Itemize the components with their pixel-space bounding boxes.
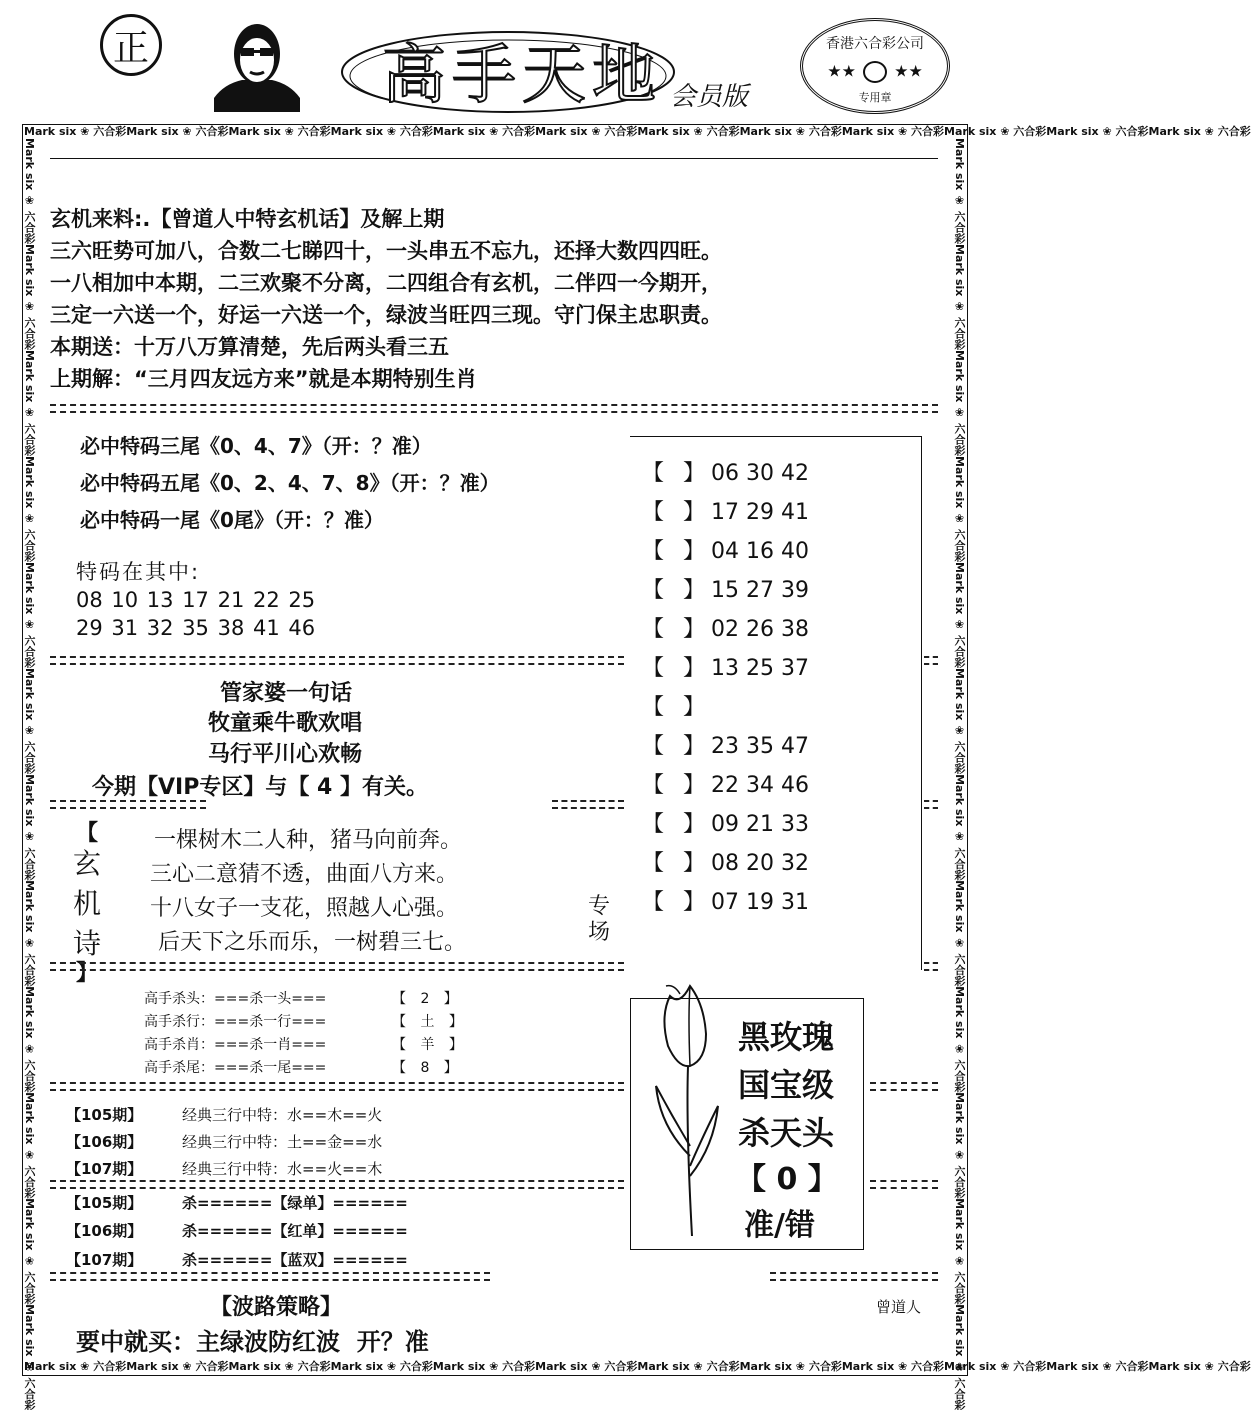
color-period-3: 【107期】 xyxy=(66,1251,143,1269)
rose-line-2: 国宝级 xyxy=(738,1066,835,1104)
poem-line-4: 后天下之乐而乐，一树碧三七。 xyxy=(158,930,467,955)
color-period-2: 【106期】 xyxy=(66,1222,143,1240)
list-item: 【 】09 21 33 xyxy=(642,812,809,837)
kill-row-2: 高手杀行：===杀一行=== xyxy=(144,1014,327,1030)
flower-icon xyxy=(863,61,887,83)
guanjia-line-1: 管家婆一句话 xyxy=(220,681,353,706)
company-seal xyxy=(800,18,950,114)
divider xyxy=(870,1180,938,1189)
seal-stars-left: ★★ xyxy=(827,61,856,81)
kill-value-3: 【 羊 】 xyxy=(392,1037,463,1053)
kill-value-4: 【 8 】 xyxy=(392,1060,458,1076)
rose-line-3: 杀天头 xyxy=(738,1114,835,1152)
list-item: 【 】17 29 41 xyxy=(642,500,809,525)
rose-line-1: 黑玫瑰 xyxy=(738,1018,835,1056)
xuanji-title: 玄机来料:.【曾道人中特玄机话】及解上期 xyxy=(50,207,445,231)
divider xyxy=(552,800,624,809)
seal-stars-right: ★★ xyxy=(894,61,923,81)
xuanji-line-1: 三六旺势可加八，合数二七睇四十，一头串五不忘九，还择大数四四旺。 xyxy=(50,239,722,263)
poem-label-box xyxy=(70,821,104,986)
kill-value-1: 【 2 】 xyxy=(392,991,458,1007)
divider xyxy=(50,1272,490,1281)
list-item: 【 】04 16 40 xyxy=(642,539,809,564)
color-text-2: 杀======【红单】====== xyxy=(182,1222,408,1240)
portrait-image xyxy=(214,18,300,112)
border-strip-left: Mark six ❀ 六合彩Mark six ❀ 六合彩Mark six ❀ 六合彩Mark six ❀ 六合彩Mark six ❀ 六合彩Mark six ❀ 六合彩Mark six ❀ 六合彩Mark six ❀ 六合彩Mark six ❀ 六合彩Mark six ❀ 六合彩Mark six ❀ 六合彩Mark six ❀ 六合彩 xyxy=(23,138,36,1410)
xuanji-line-5: 上期解：“三月四友远方来”就是本期特别生肖 xyxy=(50,367,477,391)
rose-line-5: 准/错 xyxy=(744,1208,815,1243)
three-period-2: 【106期】 xyxy=(66,1133,143,1151)
divider xyxy=(50,656,624,665)
kill-row-4: 高手杀尾：===杀一尾=== xyxy=(144,1060,327,1076)
three-text-2: 经典三行中特：土==金==水 xyxy=(182,1133,383,1151)
list-item: 【 】08 20 32 xyxy=(642,851,809,876)
border-strip-top: Mark six ❀ 六合彩Mark six ❀ 六合彩Mark six ❀ 六合彩Mark six ❀ 六合彩Mark six ❀ 六合彩Mark six ❀ 六合彩Mark six ❀ 六合彩Mark six ❀ 六合彩Mark six ❀ 六合彩Mark six ❀ 六合彩Mark six ❀ 六合彩Mark six ❀ 六合彩 xyxy=(24,125,1251,138)
border-strip-right: Mark six ❀ 六合彩Mark six ❀ 六合彩Mark six ❀ 六合彩Mark six ❀ 六合彩Mark six ❀ 六合彩Mark six ❀ 六合彩Mark six ❀ 六合彩Mark six ❀ 六合彩Mark six ❀ 六合彩Mark six ❀ 六合彩Mark six ❀ 六合彩Mark six ❀ 六合彩 xyxy=(953,138,966,1410)
rose-line-4: 【 0 】 xyxy=(736,1162,838,1197)
zheng-badge xyxy=(100,14,162,76)
page-title: 高手天地 xyxy=(382,39,662,113)
divider xyxy=(770,1272,938,1281)
list-item: 【 】 xyxy=(642,695,711,720)
list-item: 【 】15 27 39 xyxy=(642,578,809,603)
divider xyxy=(924,656,938,665)
border-strip-bottom: Mark six ❀ 六合彩Mark six ❀ 六合彩Mark six ❀ 六合彩Mark six ❀ 六合彩Mark six ❀ 六合彩Mark six ❀ 六合彩Mark six ❀ 六合彩Mark six ❀ 六合彩Mark six ❀ 六合彩Mark six ❀ 六合彩Mark six ❀ 六合彩Mark six ❀ 六合彩 xyxy=(24,1360,1251,1373)
color-period-1: 【105期】 xyxy=(66,1194,143,1212)
wave-title: 【波路策略】 xyxy=(210,1295,343,1320)
list-item: 【 】02 26 38 xyxy=(642,617,809,642)
zhuanchang-label: 专场 xyxy=(588,894,611,945)
seal-top-text: 香港六合彩公司 xyxy=(826,36,924,52)
seal-bottom-text: 专用章 xyxy=(858,91,892,104)
zheng-char: 正 xyxy=(112,27,149,69)
edition-label: 会员版 xyxy=(670,82,749,112)
tail-numbers-2: 29 31 32 35 38 41 46 xyxy=(76,616,316,640)
three-period-3: 【107期】 xyxy=(66,1160,143,1178)
kill-row-1: 高手杀头：===杀一头=== xyxy=(144,991,327,1007)
divider xyxy=(870,1082,938,1091)
tail-line-3: 必中特码一尾《0尾》（开：？准） xyxy=(80,508,384,532)
three-period-1: 【105期】 xyxy=(66,1106,143,1124)
divider xyxy=(50,1180,624,1189)
poem-label: 玄机诗 xyxy=(72,847,101,960)
wave-text: 要中就买：主绿波防红波 开？准 xyxy=(76,1328,429,1356)
guanjia-line-2: 牧童乘牛歌欢唱 xyxy=(208,711,363,736)
list-item: 【 】07 19 31 xyxy=(642,890,809,915)
color-text-3: 杀======【蓝双】====== xyxy=(182,1251,408,1269)
top-rule xyxy=(50,158,938,159)
xuanji-line-4: 本期送：十万八万算清楚，先后两头看三五 xyxy=(50,335,449,359)
divider xyxy=(924,800,938,809)
three-text-1: 经典三行中特：水==木==火 xyxy=(182,1106,383,1124)
tulip-image xyxy=(640,976,730,1242)
list-item: 【 】23 35 47 xyxy=(642,734,809,759)
three-text-3: 经典三行中特：水==火==木 xyxy=(182,1160,383,1178)
list-item: 【 】06 30 42 xyxy=(642,461,809,486)
poem-bracket-top: 【 xyxy=(75,821,98,846)
poem-line-3: 十八女子一支花，照越人心强。 xyxy=(150,896,459,921)
poem-bracket-bottom: 】 xyxy=(75,961,98,986)
divider xyxy=(50,962,624,971)
color-text-1: 杀======【绿单】====== xyxy=(182,1194,408,1212)
tail-line-2: 必中特码五尾《0、2、4、7、8》（开：？准） xyxy=(80,471,500,495)
divider xyxy=(50,800,206,809)
tail-in-label: 特码在其中: xyxy=(76,560,201,584)
divider xyxy=(50,404,938,413)
divider xyxy=(924,962,938,971)
xuanji-line-2: 一八相加中本期，二三欢聚不分离，二四组合有玄机，二伴四一今期开， xyxy=(50,271,722,295)
poem-line-2: 三心二意猜不透，曲面八方来。 xyxy=(150,862,459,887)
kill-row-3: 高手杀肖：===杀一肖=== xyxy=(144,1037,327,1053)
guanjia-line-3: 马行平川心欢畅 xyxy=(208,742,363,767)
divider xyxy=(50,1082,624,1091)
xuanji-line-3: 三定一六送一个，好运一六送一个，绿波当旺四三现。守门保主忠职责。 xyxy=(50,303,722,327)
tail-line-1: 必中特码三尾《0、4、7》（开：？准） xyxy=(80,434,432,458)
vip-line: 今期【VIP专区】与【 4 】有关。 xyxy=(92,775,428,800)
list-item: 【 】22 34 46 xyxy=(642,773,809,798)
list-item: 【 】13 25 37 xyxy=(642,656,809,681)
poem-line-1: 一棵树木二人种，猪马向前奔。 xyxy=(154,828,463,853)
tail-numbers-1: 08 10 13 17 21 22 25 xyxy=(76,588,316,612)
kill-value-2: 【 土 】 xyxy=(392,1014,463,1030)
author-label: 曾道人 xyxy=(876,1298,922,1316)
